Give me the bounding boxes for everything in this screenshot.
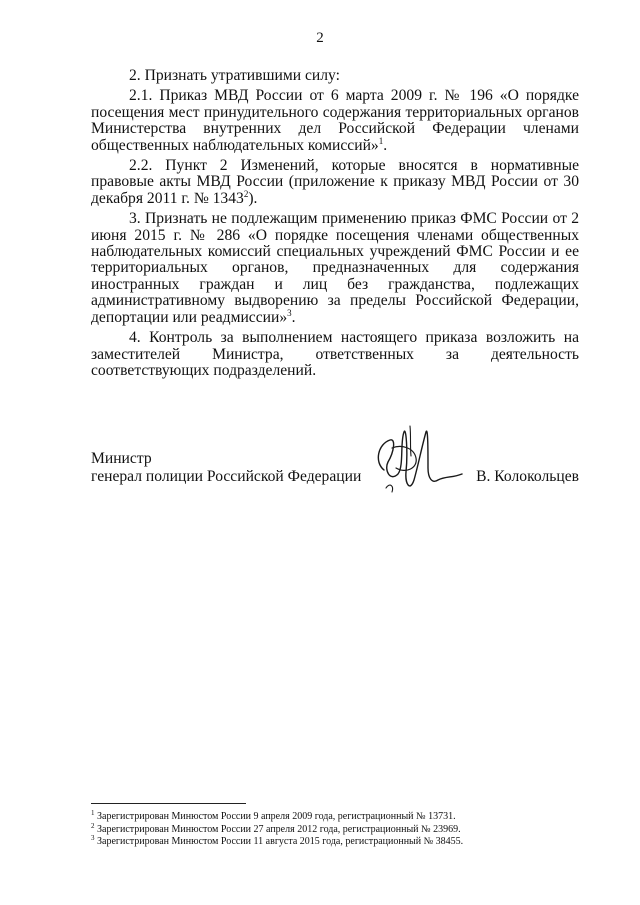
footnote-1: $^1$ Зарегистрирован Минюстом России 9 апреля 2009 года, регистрационный № 13731. [91, 809, 456, 822]
page-number: 2 [316, 30, 324, 46]
footnote-ref-2: 2 [243, 188, 249, 199]
paragraph-3: 3. Признать не подлежащим применению приказ ФМС России от 2 июня 2015 г. № 286 «О порядке посещения членами общественных наблюдательных комиссий специальных учреждений ФМС России и ее территориальных органов, предназначенных для содержания иностранных граждан и лиц без гражданства, подлежащих административному выдворению за пределы Российской Федерации, депортации или реадмиссии»$^3$. [91, 210, 579, 326]
footnote-ref-1: 1 [378, 135, 384, 146]
footnote-3: $^3$ Зарегистрирован Минюстом России 11 августа 2015 года, регистрационный № 38455. [91, 834, 464, 847]
signatory-title: Министр [91, 450, 152, 467]
footnote-2: $^2$ Зарегистрирован Минюстом России 27 апреля 2012 года, регистрационный № 23969. [91, 821, 461, 835]
handwritten-signature-icon [366, 422, 476, 502]
paragraph-4: 4. Контроль за выполнением настоящего приказа возложить на заместителей Министра, ответственных за деятельность соответствующих подразделений. [91, 329, 579, 379]
paragraph-repeal-heading: 2. Признать утратившими силу: [129, 67, 340, 84]
signatory-rank: генерал полиции Российской Федерации [91, 468, 362, 485]
paragraph-2-2: 2.2. Пункт 2 Изменений, которые вносятся в нормативные правовые акты МВД России (приложение к приказу МВД России от 30 декабря 2011 г. № 1343$^2$). [91, 157, 579, 207]
footnotes [91, 811, 571, 849]
paragraph-2-1: 2.1. Приказ МВД России от 6 марта 2009 г. № 196 «О порядке посещения мест принудительного содержания территориальных органов Министерства внутренних дел Российской Федерации членами общественных наблюдательных комиссий»$^1$. [91, 87, 579, 154]
document-body [91, 68, 579, 383]
footnote-ref-3: 3 [287, 307, 292, 318]
signatory-name: В. Колокольцев [476, 468, 579, 485]
footnote-separator [91, 803, 246, 804]
